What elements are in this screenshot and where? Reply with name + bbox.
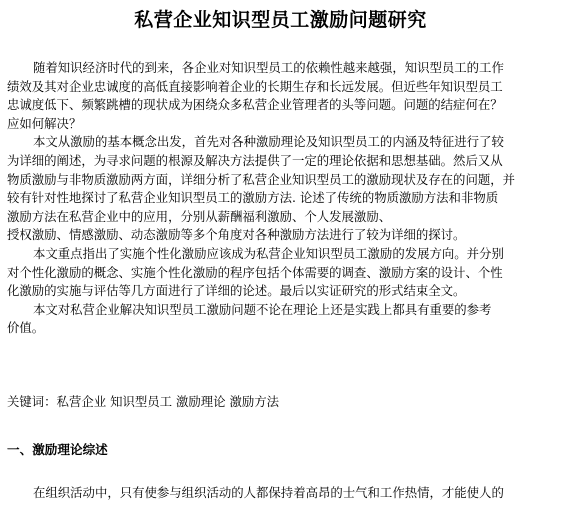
- abstract-line: 授权激励、情感激励、动态激励等多个角度对各种激励方法进行了较为详细的探讨。: [7, 227, 466, 243]
- section-heading: 一、激励理论综述: [7, 442, 108, 457]
- keywords-line: 关键词：私营企业 知识型员工 激励理论 激励方法: [7, 394, 280, 409]
- abstract-line: 本文重点指出了实施个性化激励应该成为私营企业知识型员工激励的发展方向。并分别: [33, 245, 504, 261]
- abstract-line: 忠诚度低下、频繁跳槽的现状成为困绕众多私营企业管理者的头等问题。问题的结症何在？: [7, 97, 503, 113]
- abstract-line: 本文从激励的基本概念出发，首先对各种激励理论及知识型员工的内涵及特征进行了较: [33, 134, 504, 150]
- section-paragraph-line: 在组织活动中，只有使参与组织活动的人都保持着高昂的士气和工作热情，才能使人的: [33, 485, 504, 500]
- abstract-line: 绩效及其对企业忠诚度的高低直接影响着企业的长期生存和长远发展。但近些年知识型员工: [7, 78, 503, 94]
- abstract-line: 随着知识经济时代的到来，各企业对知识型员工的依赖性越来越强，知识型员工的工作: [33, 60, 504, 75]
- abstract-line: 较有针对性地探讨了私营企业知识型员工的激励方法. 论述了传统的物质激励方法和非物质: [7, 190, 499, 206]
- abstract-line: 激励方法在私营企业中的应用，分别从薪酬福利激励、个人发展激励、: [7, 208, 392, 224]
- abstract-line: 对个性化激励的概念、实施个性化激励的程序包括个体需要的调查、激励方案的设计、个性: [7, 264, 503, 280]
- abstract-line: 化激励的实施与评估等几方面进行了详细的论述。最后以实证研究的形式结束全文。: [7, 283, 466, 299]
- abstract-line: 价值。: [7, 320, 45, 336]
- document-title: 私营企业知识型员工激励问题研究: [134, 9, 427, 31]
- abstract-line: 物质激励与非物质激励两方面，详细分析了私营企业知识型员工的激励现状及存在的问题，并: [7, 171, 516, 187]
- abstract-line: 本文对私营企业解决知识型员工激励问题不论在理论上还是实践上都具有重要的参考: [33, 301, 492, 317]
- abstract-line: 应如何解决？: [7, 115, 82, 131]
- abstract-body: [7, 59, 560, 338]
- abstract-line: 为详细的阐述，为寻求问题的根源及解决方法提供了一定的理论依据和思想基础。然后又从: [7, 152, 503, 168]
